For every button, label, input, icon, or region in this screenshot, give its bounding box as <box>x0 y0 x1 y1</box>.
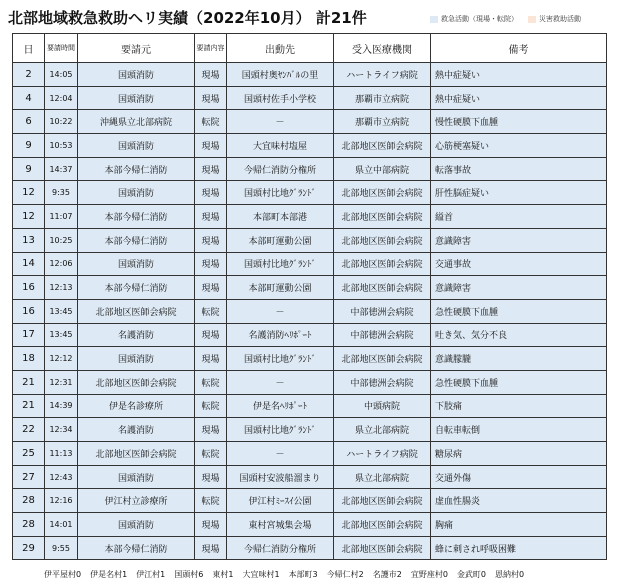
cell-destination: 本部町運動公園 <box>227 276 334 300</box>
cell-content: 転院 <box>195 370 227 394</box>
cell-time: 14:01 <box>45 513 78 537</box>
cell-destination: 東村宮城集会場 <box>227 513 334 537</box>
cell-hospital: ハートライフ病院 <box>334 442 431 466</box>
footer-count: 名護市2 <box>372 570 402 579</box>
cell-destination: 国頭村佐手小学校 <box>227 86 334 110</box>
legend-emergency <box>430 14 518 24</box>
footer-count: 伊是名村1 <box>90 570 128 579</box>
cell-hospital: 中部徳洲会病院 <box>334 299 431 323</box>
cell-content: 転院 <box>195 394 227 418</box>
cell-hospital: ハートライフ病院 <box>334 63 431 87</box>
cell-time: 10:22 <box>45 110 78 134</box>
table-row <box>13 205 607 229</box>
dispatch-table <box>12 33 607 560</box>
table-row <box>13 323 607 347</box>
cell-content: 転院 <box>195 299 227 323</box>
cell-time: 12:06 <box>45 252 78 276</box>
cell-hospital: 中部徳洲会病院 <box>334 370 431 394</box>
cell-day: 22 <box>13 418 45 442</box>
footer-count: 金武町0 <box>456 570 487 579</box>
cell-hospital: 北部地区医師会病院 <box>334 347 431 371</box>
cell-destination: 名護消防ﾍﾘﾎﾟｰﾄ <box>227 323 334 347</box>
cell-destination: 国頭村比地ｸﾞﾗﾝﾄﾞ <box>227 181 334 205</box>
cell-destination: 本部町本部港 <box>227 205 334 229</box>
cell-time: 12:43 <box>45 465 78 489</box>
cell-content: 現場 <box>195 465 227 489</box>
cell-content: 現場 <box>195 86 227 110</box>
cell-content: 現場 <box>195 252 227 276</box>
cell-time: 13:45 <box>45 299 78 323</box>
cell-destination: 伊是名ﾍﾘﾎﾟｰﾄ <box>227 394 334 418</box>
cell-content: 現場 <box>195 418 227 442</box>
cell-content: 現場 <box>195 513 227 537</box>
footer-count: 今帰仁村2 <box>326 570 364 579</box>
cell-content: 現場 <box>195 205 227 229</box>
cell-note: 慢性硬膜下血腫 <box>431 110 607 134</box>
footer-count: 宜野座村0 <box>410 570 448 579</box>
cell-content: 現場 <box>195 323 227 347</box>
cell-hospital: 北部地区医師会病院 <box>334 536 431 560</box>
table-header-row <box>13 34 607 63</box>
table-row <box>13 513 607 537</box>
footer-count: 伊平屋村0 <box>44 570 82 579</box>
cell-hospital: 北部地区医師会病院 <box>334 181 431 205</box>
table-row <box>13 134 607 158</box>
table-row <box>13 86 607 110</box>
cell-day: 29 <box>13 536 45 560</box>
header-requester: 要請元 <box>78 34 195 63</box>
cell-day: 28 <box>13 489 45 513</box>
cell-note: 糖尿病 <box>431 442 607 466</box>
cell-destination: 本部町運動公園 <box>227 228 334 252</box>
cell-content: 現場 <box>195 347 227 371</box>
cell-time: 11:13 <box>45 442 78 466</box>
cell-destination: － <box>227 299 334 323</box>
footer-count: 国頭村6 <box>174 570 204 579</box>
cell-time: 12:13 <box>45 276 78 300</box>
footer-count: 大宜味村1 <box>242 570 280 579</box>
cell-hospital: 北部地区医師会病院 <box>334 513 431 537</box>
header-destination: 出動先 <box>227 34 334 63</box>
cell-time: 10:53 <box>45 134 78 158</box>
cell-note: 急性硬膜下血腫 <box>431 370 607 394</box>
cell-hospital: 北部地区医師会病院 <box>334 276 431 300</box>
cell-requester: 名護消防 <box>78 323 195 347</box>
legend-emergency-label: 救急活動（現場・転院） <box>441 15 518 23</box>
cell-time: 14:37 <box>45 157 78 181</box>
cell-requester: 本部今帰仁消防 <box>78 205 195 229</box>
cell-hospital: 県立中部病院 <box>334 157 431 181</box>
cell-time: 9:35 <box>45 181 78 205</box>
cell-day: 14 <box>13 252 45 276</box>
cell-destination: － <box>227 110 334 134</box>
cell-day: 13 <box>13 228 45 252</box>
cell-destination: 今帰仁消防分権所 <box>227 536 334 560</box>
cell-hospital: 中部徳洲会病院 <box>334 323 431 347</box>
cell-time: 14:05 <box>45 63 78 87</box>
cell-day: 27 <box>13 465 45 489</box>
cell-day: 2 <box>13 63 45 87</box>
cell-requester: 国頭消防 <box>78 513 195 537</box>
cell-content: 転院 <box>195 442 227 466</box>
cell-day: 4 <box>13 86 45 110</box>
cell-hospital: 那覇市立病院 <box>334 110 431 134</box>
page-title: 北部地域救急救助ヘリ実績（2022年10月） 計21件 <box>8 9 367 27</box>
cell-hospital: 北部地区医師会病院 <box>334 252 431 276</box>
cell-note: 縊首 <box>431 205 607 229</box>
cell-requester: 北部地区医師会病院 <box>78 442 195 466</box>
cell-content: 現場 <box>195 276 227 300</box>
cell-day: 9 <box>13 157 45 181</box>
cell-requester: 沖縄県立北部病院 <box>78 110 195 134</box>
footer-count: 伊江村1 <box>136 570 166 579</box>
header-day: 日 <box>13 34 45 63</box>
table-row <box>13 489 607 513</box>
cell-day: 16 <box>13 276 45 300</box>
table-row <box>13 418 607 442</box>
cell-note: 蜂に刺され呼吸困難 <box>431 536 607 560</box>
cell-requester: 伊是名診療所 <box>78 394 195 418</box>
header-note: 備考 <box>431 34 607 63</box>
cell-day: 21 <box>13 370 45 394</box>
cell-time: 12:31 <box>45 370 78 394</box>
cell-requester: 名護消防 <box>78 418 195 442</box>
cell-content: 現場 <box>195 157 227 181</box>
cell-time: 12:16 <box>45 489 78 513</box>
cell-hospital: 県立北部病院 <box>334 465 431 489</box>
cell-destination: 伊江村ﾐｰｽｲ公園 <box>227 489 334 513</box>
cell-hospital: 中頭病院 <box>334 394 431 418</box>
cell-requester: 本部今帰仁消防 <box>78 157 195 181</box>
header-time: 要請時間 <box>45 34 78 63</box>
table-row <box>13 252 607 276</box>
cell-hospital: 北部地区医師会病院 <box>334 489 431 513</box>
legend-disaster <box>528 14 581 24</box>
cell-destination: 国頭村安波船溜まり <box>227 465 334 489</box>
cell-note: 虚血性腸炎 <box>431 489 607 513</box>
cell-destination: 国頭村比地ｸﾞﾗﾝﾄﾞ <box>227 347 334 371</box>
cell-note: 心筋梗塞疑い <box>431 134 607 158</box>
cell-requester: 本部今帰仁消防 <box>78 276 195 300</box>
table-row <box>13 442 607 466</box>
footer-count: 恩納村0 <box>495 570 525 579</box>
cell-time: 12:12 <box>45 347 78 371</box>
cell-requester: 国頭消防 <box>78 134 195 158</box>
table-row <box>13 157 607 181</box>
cell-requester: 国頭消防 <box>78 465 195 489</box>
cell-requester: 本部今帰仁消防 <box>78 536 195 560</box>
cell-note: 熱中症疑い <box>431 86 607 110</box>
cell-note: 交通外傷 <box>431 465 607 489</box>
cell-note: 交通事故 <box>431 252 607 276</box>
cell-note: 吐き気、気分不良 <box>431 323 607 347</box>
cell-note: 自転車転倒 <box>431 418 607 442</box>
table-row <box>13 228 607 252</box>
cell-day: 18 <box>13 347 45 371</box>
cell-time: 13:45 <box>45 323 78 347</box>
cell-time: 12:34 <box>45 418 78 442</box>
cell-day: 25 <box>13 442 45 466</box>
cell-requester: 国頭消防 <box>78 181 195 205</box>
cell-time: 14:39 <box>45 394 78 418</box>
legend-disaster-swatch <box>528 16 536 23</box>
legend-emergency-swatch <box>430 16 438 23</box>
footer-count: 本部町3 <box>288 570 318 579</box>
cell-requester: 国頭消防 <box>78 252 195 276</box>
cell-content: 現場 <box>195 536 227 560</box>
cell-day: 28 <box>13 513 45 537</box>
table-row <box>13 276 607 300</box>
cell-hospital: 北部地区医師会病院 <box>334 205 431 229</box>
table-row <box>13 110 607 134</box>
cell-day: 9 <box>13 134 45 158</box>
cell-content: 転院 <box>195 110 227 134</box>
cell-destination: 国頭村奥ﾔﾝﾊﾞﾙの里 <box>227 63 334 87</box>
cell-destination: 国頭村比地ｸﾞﾗﾝﾄﾞ <box>227 252 334 276</box>
legend-disaster-label: 災害救助活動 <box>539 15 581 23</box>
cell-note: 下肢痛 <box>431 394 607 418</box>
cell-day: 12 <box>13 181 45 205</box>
cell-note: 胸痛 <box>431 513 607 537</box>
cell-note: 急性硬膜下血腫 <box>431 299 607 323</box>
cell-hospital: 県立北部病院 <box>334 418 431 442</box>
cell-content: 転院 <box>195 489 227 513</box>
cell-note: 転落事故 <box>431 157 607 181</box>
cell-day: 6 <box>13 110 45 134</box>
cell-hospital: 那覇市立病院 <box>334 86 431 110</box>
cell-requester: 国頭消防 <box>78 63 195 87</box>
cell-destination: 国頭村比地ｸﾞﾗﾝﾄﾞ <box>227 418 334 442</box>
cell-note: 意識障害 <box>431 276 607 300</box>
table-row <box>13 347 607 371</box>
table-row <box>13 465 607 489</box>
cell-time: 11:07 <box>45 205 78 229</box>
cell-destination: － <box>227 370 334 394</box>
cell-content: 現場 <box>195 181 227 205</box>
table-body <box>13 63 607 560</box>
cell-content: 現場 <box>195 228 227 252</box>
cell-content: 現場 <box>195 63 227 87</box>
cell-time: 10:25 <box>45 228 78 252</box>
cell-note: 意識障害 <box>431 228 607 252</box>
cell-note: 意識朦朧 <box>431 347 607 371</box>
cell-hospital: 北部地区医師会病院 <box>334 134 431 158</box>
footer-municipality-counts <box>44 569 533 580</box>
cell-requester: 北部地区医師会病院 <box>78 370 195 394</box>
cell-requester: 国頭消防 <box>78 86 195 110</box>
header-hospital: 受入医療機関 <box>334 34 431 63</box>
cell-requester: 伊江村立診療所 <box>78 489 195 513</box>
cell-time: 9:55 <box>45 536 78 560</box>
cell-destination: 今帰仁消防分権所 <box>227 157 334 181</box>
header-content: 要請内容 <box>195 34 227 63</box>
table-row <box>13 299 607 323</box>
table-row <box>13 394 607 418</box>
cell-destination: 大宜味村塩屋 <box>227 134 334 158</box>
cell-day: 12 <box>13 205 45 229</box>
cell-day: 21 <box>13 394 45 418</box>
cell-requester: 国頭消防 <box>78 347 195 371</box>
table-row <box>13 536 607 560</box>
cell-hospital: 北部地区医師会病院 <box>334 228 431 252</box>
cell-note: 肝性脳症疑い <box>431 181 607 205</box>
cell-time: 12:04 <box>45 86 78 110</box>
cell-destination: － <box>227 442 334 466</box>
cell-requester: 本部今帰仁消防 <box>78 228 195 252</box>
cell-day: 17 <box>13 323 45 347</box>
table-row <box>13 181 607 205</box>
cell-day: 16 <box>13 299 45 323</box>
cell-content: 現場 <box>195 134 227 158</box>
table-row <box>13 370 607 394</box>
footer-count: 東村1 <box>212 570 234 579</box>
cell-requester: 北部地区医師会病院 <box>78 299 195 323</box>
table-row <box>13 63 607 87</box>
cell-note: 熱中症疑い <box>431 63 607 87</box>
